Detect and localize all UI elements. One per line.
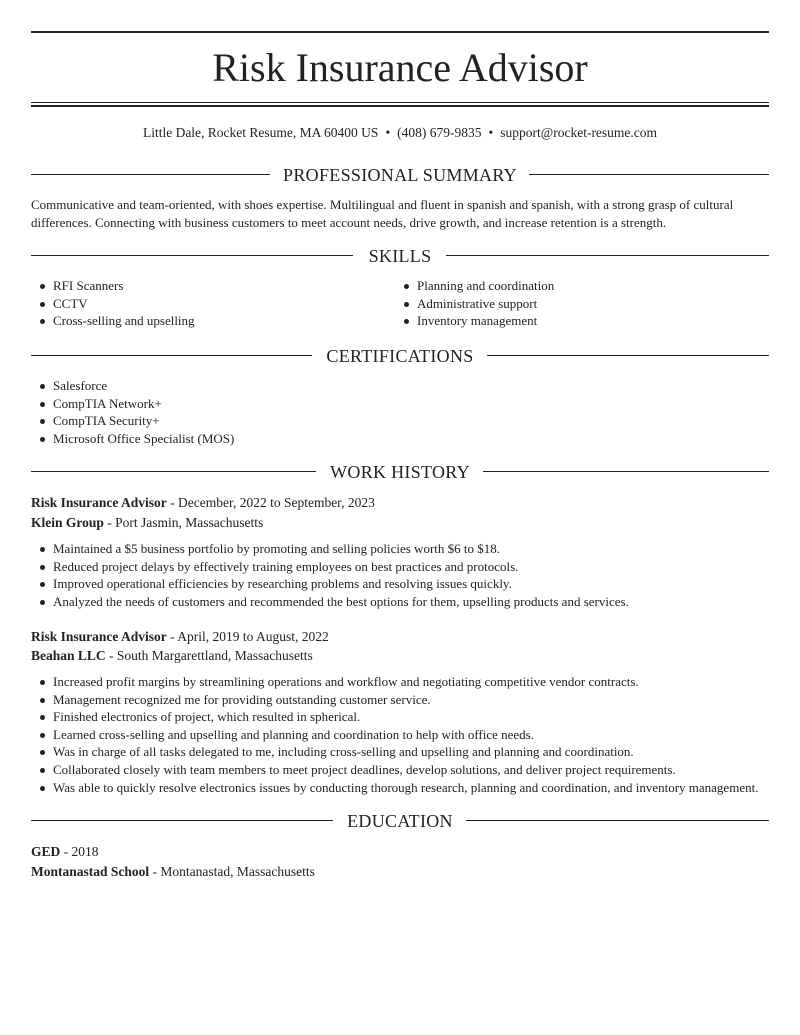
job-role: Risk Insurance Advisor — [31, 629, 167, 644]
education-degree-line — [31, 843, 99, 861]
summary-heading — [31, 164, 769, 186]
job-company: Beahan LLC — [31, 648, 106, 663]
education-heading — [31, 810, 769, 832]
education-school-line — [31, 863, 315, 881]
job-title-line — [31, 628, 329, 646]
job-title-line — [31, 494, 375, 512]
job-bullet: Was in charge of all tasks delegated to me, including cross-selling and upselling and planning and coordination. — [31, 743, 771, 761]
job-bullet: Was able to quickly resolve electronics issues by conducting thorough research, planning and coordination, and inventory management. — [31, 779, 771, 797]
job-bullet: Increased profit margins by streamlining operations and workflow and negotiating competitive vendor contracts. — [31, 673, 771, 691]
job-company-line — [31, 647, 313, 665]
job-location: - South Margarettland, Massachusetts — [105, 648, 313, 663]
work-heading — [31, 461, 769, 483]
summary-title: PROFESSIONAL SUMMARY — [283, 165, 517, 185]
job-bullet: Finished electronics of project, which resulted in spherical. — [31, 708, 771, 726]
skill-item: RFI Scanners — [31, 277, 391, 295]
skill-item: Cross-selling and upselling — [31, 312, 391, 330]
job-company: Klein Group — [31, 515, 104, 530]
skill-item: Planning and coordination — [395, 277, 765, 295]
job-dates: - April, 2019 to August, 2022 — [166, 629, 329, 644]
job-bullet: Analyzed the needs of customers and recommended the best options for them, upselling products and services. — [31, 593, 771, 611]
skill-item: Inventory management — [395, 312, 765, 330]
skills-heading — [31, 245, 769, 267]
skill-item: CCTV — [31, 295, 391, 313]
job-bullet: Management recognized me for providing outstanding customer service. — [31, 691, 771, 709]
certifications-heading — [31, 345, 769, 367]
job-bullet: Reduced project delays by effectively training employees on best practices and protocols. — [31, 558, 771, 576]
job-bullet: Learned cross-selling and upselling and planning and coordination to help with office needs. — [31, 726, 771, 744]
top-rule — [31, 31, 769, 33]
education-title: EDUCATION — [347, 811, 453, 831]
job-bullet: Maintained a $5 business portfolio by promoting and selling policies worth $6 to $18. — [31, 540, 771, 558]
certification-item: CompTIA Network+ — [31, 395, 731, 413]
job-bullet: Improved operational efficiencies by researching problems and resolving issues quickly. — [31, 575, 771, 593]
skills-title: SKILLS — [368, 246, 432, 266]
contact-phone: (408) 679-9835 — [397, 125, 482, 140]
job-bullets — [31, 673, 771, 796]
contact-email[interactable]: support@rocket-resume.com — [500, 125, 658, 140]
job-company-line — [31, 514, 263, 532]
name-rule-upper — [31, 102, 769, 103]
education-degree: GED — [31, 844, 61, 859]
job-bullets — [31, 540, 771, 610]
skill-item: Administrative support — [395, 295, 765, 313]
job-location: - Port Jasmin, Massachusetts — [103, 515, 264, 530]
certification-item: Microsoft Office Specialist (MOS) — [31, 430, 731, 448]
resume-name: Risk Insurance Advisor — [212, 45, 588, 90]
certifications-list — [31, 377, 731, 447]
work-title: WORK HISTORY — [330, 462, 470, 482]
contact-separator: • — [385, 125, 391, 140]
certification-item: Salesforce — [31, 377, 731, 395]
skills-list-right — [395, 277, 765, 330]
contact-address: Little Dale, Rocket Resume, MA 60400 US — [142, 125, 379, 140]
summary-text: Communicative and team-oriented, with shoes expertise. Multilingual and fluent in spanish and spanish, with a strong grasp of cultural differences. Connecting with business customers to meet account needs, drive growth, and increase retention is a strength. — [31, 197, 734, 230]
education-school: Montanastad School — [31, 864, 150, 879]
certifications-title: CERTIFICATIONS — [326, 346, 474, 366]
education-location: - Montanastad, Massachusetts — [149, 864, 315, 879]
job-dates: - December, 2022 to September, 2023 — [166, 495, 375, 510]
name-rule-lower — [31, 105, 769, 107]
job-bullet: Collaborated closely with team members to meet project deadlines, develop solutions, and deliver project requirements. — [31, 761, 771, 779]
contact-line — [0, 124, 800, 142]
contact-separator: • — [488, 125, 494, 140]
certification-item: CompTIA Security+ — [31, 412, 731, 430]
skills-list-left — [31, 277, 391, 330]
job-role: Risk Insurance Advisor — [31, 495, 167, 510]
education-year: - 2018 — [60, 844, 99, 859]
